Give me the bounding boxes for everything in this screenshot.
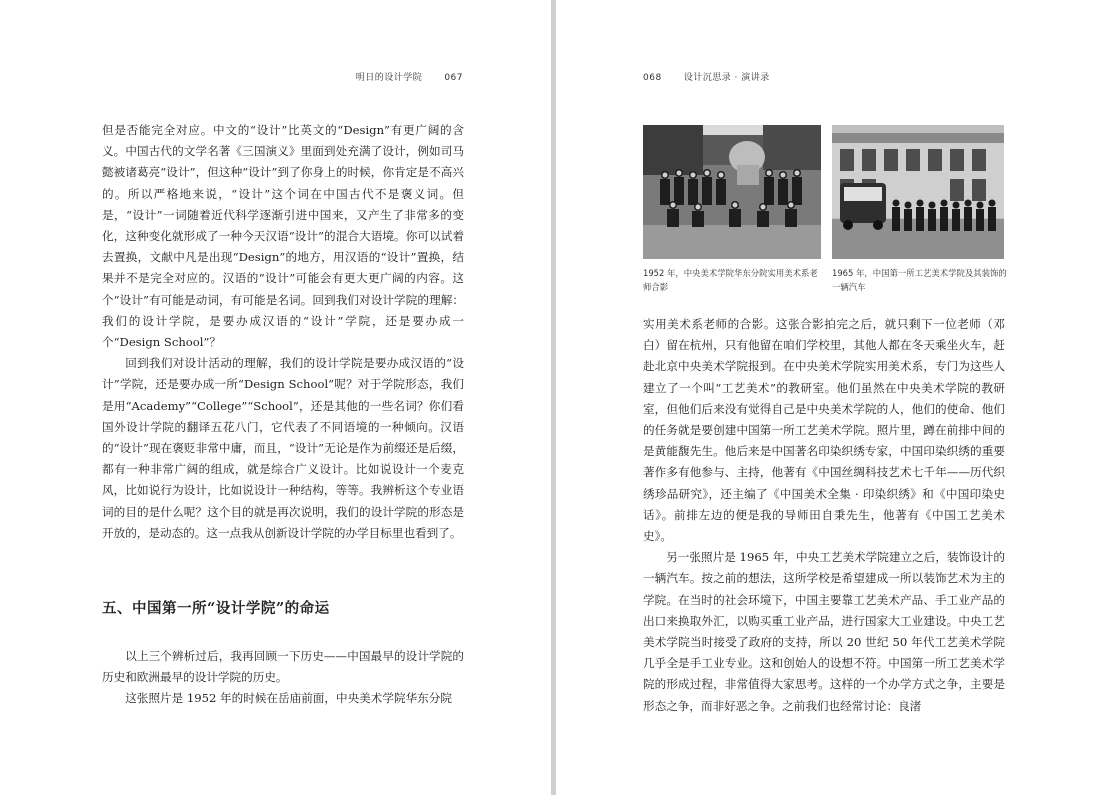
left-page	[0, 0, 551, 795]
left-paragraph-2: 回到我们对设计活动的理解，我们的设计学院是要办成汉语的“设计”学院，还是要办成一所“Design School”呢？对于学院形态，我们是用“Academy”“College”“School”，还是其他的一些名词？你们看国外设计学院的翻译五花八门，它代表了不同语境的一种倾向。汉语的“设计”现在褒贬非常中庸，而且，“设计”无论是作为前缀还是后缀，都有一种非常广阔的组成，就是综合广义设计。比如说设计一个麦克风，比如说行为设计，比如说设计一种结构，等等。我辨析这个专业语词的目的是什么呢？这个目的就是再次说明，我们的设计学院的形态是开放的，是动态的。这一点我从创新设计学院的办学目标里也看到了。	[102, 356, 464, 540]
left-running-head: 明日的设计学院	[355, 73, 423, 83]
right-body	[643, 314, 1005, 717]
right-running-header	[643, 70, 770, 83]
right-page-number: 068	[643, 73, 662, 83]
photo-1965-car	[832, 125, 1004, 259]
section-heading: 五、中国第一所“设计学院”的命运	[102, 600, 330, 617]
right-page	[556, 0, 1107, 795]
photo-1952-group	[643, 125, 821, 259]
right-running-head: 设计沉思录 · 演讲录	[683, 73, 770, 83]
left-paragraph-3: 以上三个辨析过后，我再回顾一下历史——中国最早的设计学院的历史和欧洲最早的设计学院的历史。	[102, 649, 464, 685]
left-body-top	[102, 120, 464, 544]
left-body-bottom	[102, 646, 464, 710]
right-paragraph-1: 实用美术系老师的合影。这张合影拍完之后，就只剩下一位老师（邓白）留在杭州，只有他留在咱们学校里，其他人都在冬天乘坐火车，赶赴北京中央美术学院报到。在中央美术学院实用美术系，专门为这些人建立了一个叫“工艺美术”的教研室。他们虽然在中央美术学院的教研室，但他们后来没有觉得自己是中央美术学院的人，他们的使命、他们的任务就是要创建中国第一所工艺美术学院。照片里，蹲在前排中间的是黄能馥先生。他后来是中国著名印染织绣专家，中国印染织绣的重要著作多有他参与、主持，他著有《中国丝绸科技艺术七千年——历代织绣珍品研究》，还主编了《中国美术全集 · 印染织绣》和《中国印染史话》。前排左边的便是我的导师田自秉先生，他著有《中国工艺美术史》。	[643, 317, 1005, 544]
left-running-header	[356, 70, 463, 83]
right-paragraph-2: 另一张照片是 1965 年，中央工艺美术学院建立之后，装饰设计的一辆汽车。按之前的想法，这所学校是希望建成一所以装饰艺术为主的学院。在当时的社会环境下，中国主要靠工艺美术产品、手工业产品的出口来换取外汇，以购买重工业产品，进行国家大工业建设。中央工艺美术学院当时接受了政府的支持，所以 20 世纪 50 年代工艺美术学院几乎全是手工业专业。这和创始人的设想不符。中国第一所工艺美术学院的形成过程，非常值得大家思考。这样的一个办学方式之争，主要是形态之争，而非好恶之争。之前我们也经常讨论：良渚	[643, 550, 1005, 713]
photo-1965-car-image	[832, 125, 1004, 259]
photo-1965-caption: 1965 年，中国第一所工艺美术学院及其装饰的一辆汽车	[832, 268, 1007, 292]
photo-1952-group-image	[643, 125, 821, 259]
left-paragraph-4: 这张照片是 1952 年的时候在岳庙前面，中央美术学院华东分院	[125, 691, 452, 706]
left-page-number: 067	[444, 73, 463, 83]
photo-1952-caption: 1952 年，中央美术学院华东分院实用美术系老师合影	[643, 268, 818, 292]
left-paragraph-1: 但是否能完全对应。中文的“设计”比英文的“Design”有更广阔的含义。中国古代的文学名著《三国演义》里面到处充满了设计，例如司马懿被诸葛亮“设计”，但这种“设计”到了你身上的时候，你肯定是不高兴的。所以严格地来说，“设计”这个词在中国古代不是褒义词。但是，“设计”一词随着近代科学逐渐引进中国来，又产生了非常多的变化，这种变化就形成了一种今天汉语“设计”的混合大语境。你可以试着去置换，文献中凡是出现“Design”的地方，用汉语的“设计”置换，结果并不是完全对应的。汉语的“设计”可能会有更大更广阔的内容。这个“设计”有可能是动词，有可能是名词。回到我们对设计学院的理解：我们的设计学院，是要办成汉语的“设计”学院，还是要办成一个“Design School”？	[102, 123, 464, 350]
